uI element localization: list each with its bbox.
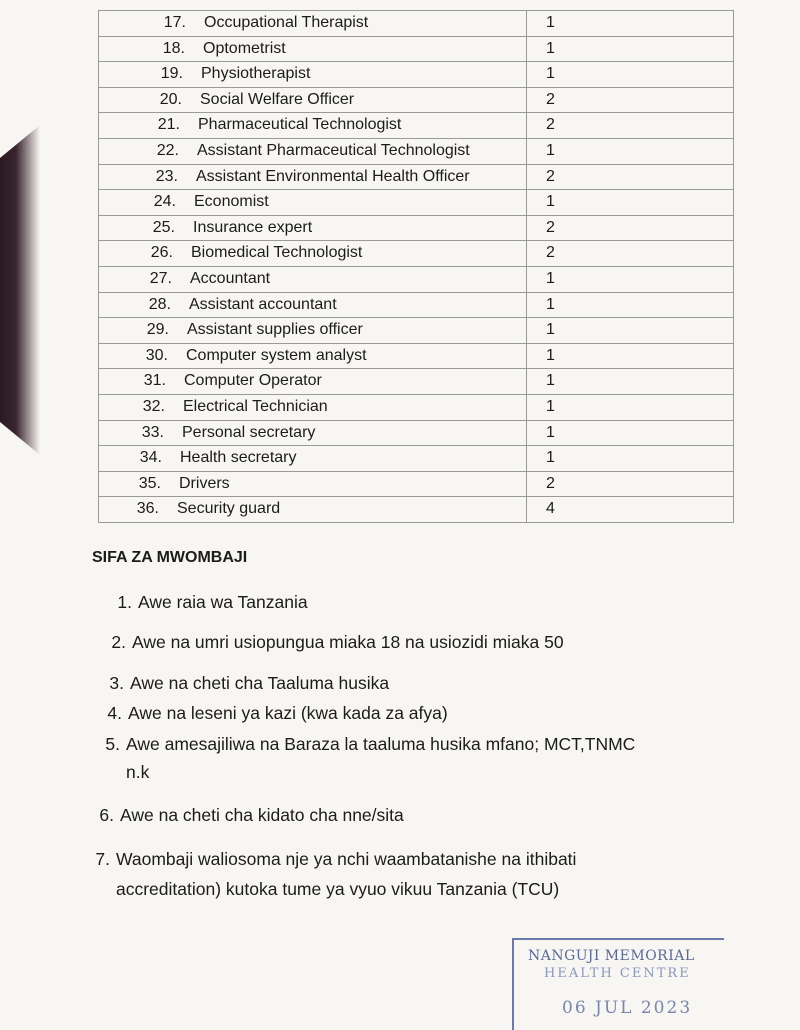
row-number: 34. [139,449,162,467]
row-number: 33. [141,423,164,441]
position-title: Assistant supplies officer [187,321,363,339]
row-number: 31. [143,372,166,390]
requirement-item: 7. Waombaji waliosoma nje ya nchi waambatanishe na ithibati accreditation) kutoka tume ya vyuo vikuu Tanzania (TCU) [95,849,577,899]
table-row [98,113,734,139]
position-title: Assistant Pharmaceutical Technologist [197,141,470,159]
requirement-item: 4. Awe na leseni ya kazi (kwa kada za afya) [107,703,448,723]
table-row [98,216,734,242]
table-row [98,139,734,165]
position-title: Computer system analyst [186,346,367,364]
position-title: Optometrist [203,39,286,57]
row-number: 18. [162,39,185,57]
official-stamp [512,938,724,1030]
position-title: Health secretary [180,449,297,467]
stamp-org-name: NANGUJI MEMORIAL [528,948,695,964]
row-number: 36. [136,500,159,518]
position-title: Computer Operator [184,372,322,390]
row-number: 26. [150,244,173,262]
position-count: 1 [546,193,555,211]
row-number: 32. [142,397,165,415]
table-row [98,11,734,37]
position-count: 4 [546,500,555,518]
requirement-item: 5. Awe amesajiliwa na Baraza la taaluma husika mfano; MCT,TNMC n.k [105,734,636,782]
table-row [98,37,734,63]
position-count: 1 [546,449,555,467]
row-number: 20. [159,90,182,108]
page-edge-shadow [0,125,40,455]
positions-table [98,10,734,523]
table-row [98,318,734,344]
row-number: 27. [149,269,172,287]
position-title: Assistant accountant [189,295,337,313]
position-title: Insurance expert [193,218,313,236]
position-title: Drivers [179,474,230,492]
requirement-item: 6. Awe na cheti cha kidato cha nne/sita [99,805,404,825]
position-title: Economist [194,193,269,211]
position-title: Personal secretary [182,423,316,441]
row-number: 24. [153,193,176,211]
table-row [98,165,734,191]
position-title: Occupational Therapist [204,14,369,31]
position-count: 1 [546,397,555,415]
position-count: 2 [546,244,555,262]
table-row [98,241,734,267]
row-number: 30. [145,346,168,364]
table-row [98,62,734,88]
requirement-item: 3. Awe na cheti cha Taaluma husika [109,673,390,693]
table-row [98,344,734,370]
position-count: 1 [546,39,555,57]
table-row [98,446,734,472]
requirements-heading: SIFA ZA MWOMBAJI [92,549,248,566]
table-row [98,395,734,421]
position-title: Electrical Technician [183,397,328,415]
row-number: 23. [155,167,178,185]
table-row [98,472,734,498]
position-count: 1 [546,141,555,159]
requirement-item: 2. Awe na umri usiopungua miaka 18 na usiozidi miaka 50 [111,632,564,652]
position-count: 1 [546,269,555,287]
position-title: Pharmaceutical Technologist [198,116,402,134]
position-title: Security guard [177,500,281,518]
position-title: Social Welfare Officer [200,90,355,108]
position-count: 2 [546,474,555,492]
stamp-date: 06 JUL 2023 [562,998,693,1018]
row-number: 35. [138,474,161,492]
position-title: Physiotherapist [201,65,311,83]
row-number: 19. [160,65,183,83]
position-count: 1 [546,321,555,339]
position-title: Assistant Environmental Health Officer [196,167,470,185]
row-number: 29. [146,321,169,339]
position-count: 1 [546,65,555,83]
stamp-org-subtitle: HEALTH CENTRE [544,966,691,981]
table-row [98,88,734,114]
position-count: 1 [546,14,555,31]
position-count: 2 [546,167,555,185]
table-row [98,267,734,293]
row-number: 17. [163,14,186,31]
row-number: 22. [156,141,179,159]
position-title: Accountant [190,269,271,287]
requirement-item: 1. Awe raia wa Tanzania [117,592,308,612]
position-title: Biomedical Technologist [191,244,363,262]
position-count: 1 [546,423,555,441]
requirement-item-continuation: n.k [126,762,150,782]
position-count: 2 [546,90,555,108]
table-row [98,421,734,447]
position-count: 1 [546,295,555,313]
position-count: 1 [546,372,555,390]
table-row [98,497,734,523]
row-number: 28. [148,295,171,313]
table-row [98,190,734,216]
position-count: 2 [546,218,555,236]
position-count: 1 [546,346,555,364]
table-row [98,369,734,395]
requirement-item-continuation: accreditation) kutoka tume ya vyuo vikuu Tanzania (TCU) [116,879,560,899]
position-count: 2 [546,116,555,134]
table-row [98,293,734,319]
row-number: 25. [152,218,175,236]
row-number: 21. [157,116,180,134]
